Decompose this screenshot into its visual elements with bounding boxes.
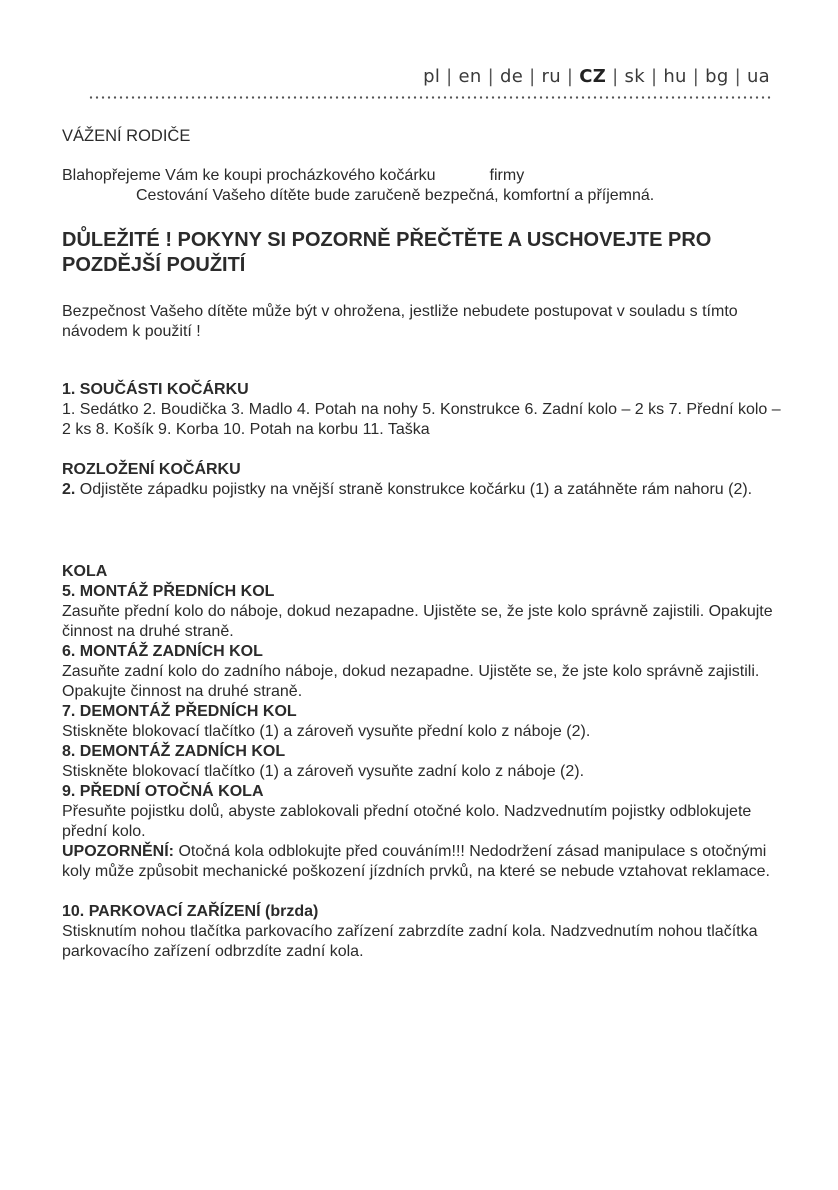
subsection-title: 5. MONTÁŽ PŘEDNÍCH KOL [62, 583, 275, 600]
section-parking-brake [62, 902, 782, 962]
subsection-text: Zasuňte zadní kolo do zadního náboje, dokud nezapadne. Ujistěte se, že jste kolo správně zajistili. Opakujte činnost na druhé straně. [62, 663, 760, 700]
lang-separator: | [566, 66, 574, 87]
section-text: Stisknutím nohou tlačítka parkovacího zařízení zabrzdíte zadní kola. Nadzvednutím nohou tlačítka parkovacího zařízení odbrzdíte zadní kola. [62, 923, 758, 960]
section-unfold [62, 460, 782, 500]
lang-separator: | [446, 66, 453, 87]
lang-separator: | [612, 66, 619, 87]
subsection-text: Zasuňte přední kolo do náboje, dokud nezapadne. Ujistěte se, že jste kolo správně zajistili. Opakujte činnost na druhé straně. [62, 603, 773, 640]
subsection-text: Přesuňte pojistku dolů, abyste zablokovali přední otočné kolo. Nadzvednutím pojistky odblokujete přední kolo. [62, 803, 752, 840]
subsection-title: 9. PŘEDNÍ OTOČNÁ KOLA [62, 783, 264, 800]
lang-link-de[interactable]: de [500, 66, 524, 87]
intro-paragraph [62, 166, 782, 206]
warning-heading: DŮLEŽITÉ ! POKYNY SI POZORNĚ PŘEČTĚTE A USCHOVEJTE PRO POZDĚJŠÍ POUŽITÍ [62, 229, 712, 276]
subsection-title: 7. DEMONTÁŽ PŘEDNÍCH KOL [62, 703, 297, 720]
section-title: 1. SOUČÁSTI KOČÁRKU [62, 381, 249, 398]
subsection-text: Stiskněte blokovací tlačítko (1) a zároveň vysuňte přední kolo z náboje (2). [62, 723, 591, 740]
document-body [62, 126, 782, 962]
salutation: VÁŽENÍ RODIČE [62, 127, 191, 145]
step-text: Odjistěte západku pojistky na vnější straně konstrukce kočárku (1) a zatáhněte rám nahoru (2). [75, 481, 753, 498]
lang-separator: | [692, 66, 700, 87]
lang-link-hu[interactable]: hu [663, 66, 687, 87]
lang-link-cz-active[interactable]: CZ [579, 66, 607, 87]
lang-link-sk[interactable]: sk [624, 66, 645, 87]
lang-separator: | [529, 66, 536, 87]
intro-line-2: Cestování Vašeho dítěte bude zaručeně bezpečná, komfortní a příjemná. [136, 187, 655, 204]
language-switcher [423, 66, 770, 87]
lang-link-ua[interactable]: ua [746, 66, 770, 87]
lang-separator: | [650, 66, 658, 87]
lang-link-ru[interactable]: ru [541, 66, 561, 87]
intro-line-1 [62, 166, 782, 186]
step-number: 2. [62, 481, 76, 498]
intro-text-a: Blahopřejeme Vám ke koupi procházkového kočárku [62, 167, 436, 184]
lang-separator: | [734, 66, 741, 87]
caution-label: UPOZORNĚNÍ: [62, 843, 174, 860]
caution-notice [62, 842, 782, 882]
lang-link-bg[interactable]: bg [705, 66, 729, 87]
section-text: 1. Sedátko 2. Boudička 3. Madlo 4. Potah na nohy 5. Konstrukce 6. Zadní kolo – 2 ks 7. Přední kolo – 2 ks 8. Košík 9. Korba 10. Potah na korbu 11. Taška [62, 401, 781, 438]
dotted-divider [88, 96, 772, 99]
subsection-title: 8. DEMONTÁŽ ZADNÍCH KOL [62, 743, 286, 760]
lang-separator: | [487, 66, 495, 87]
safety-notice: Bezpečnost Vašeho dítěte může být v ohrožena, jestliže nebudete postupovat v souladu s tímto návodem k použití ! [62, 303, 738, 340]
section-title: KOLA [62, 563, 108, 580]
section-title: 10. PARKOVACÍ ZAŘÍZENÍ (brzda) [62, 903, 319, 920]
intro-text-b: firmy [489, 167, 525, 184]
section-text [62, 480, 782, 500]
section-title: ROZLOŽENÍ KOČÁRKU [62, 461, 241, 478]
lang-link-pl[interactable]: pl [423, 66, 441, 87]
lang-link-en[interactable]: en [458, 66, 482, 87]
section-parts [62, 380, 782, 440]
subsection-text: Stiskněte blokovací tlačítko (1) a zároveň vysuňte zadní kolo z náboje (2). [62, 763, 585, 780]
subsection-title: 6. MONTÁŽ ZADNÍCH KOL [62, 643, 263, 660]
section-wheels [62, 562, 782, 882]
caution-text: Otočná kola odblokujte před couváním!!! Nedodržení zásad manipulace s otočnými koly může způsobit mechanické poškození jízdních prvků, na které se nebude vztahovat reklamace. [62, 843, 770, 880]
